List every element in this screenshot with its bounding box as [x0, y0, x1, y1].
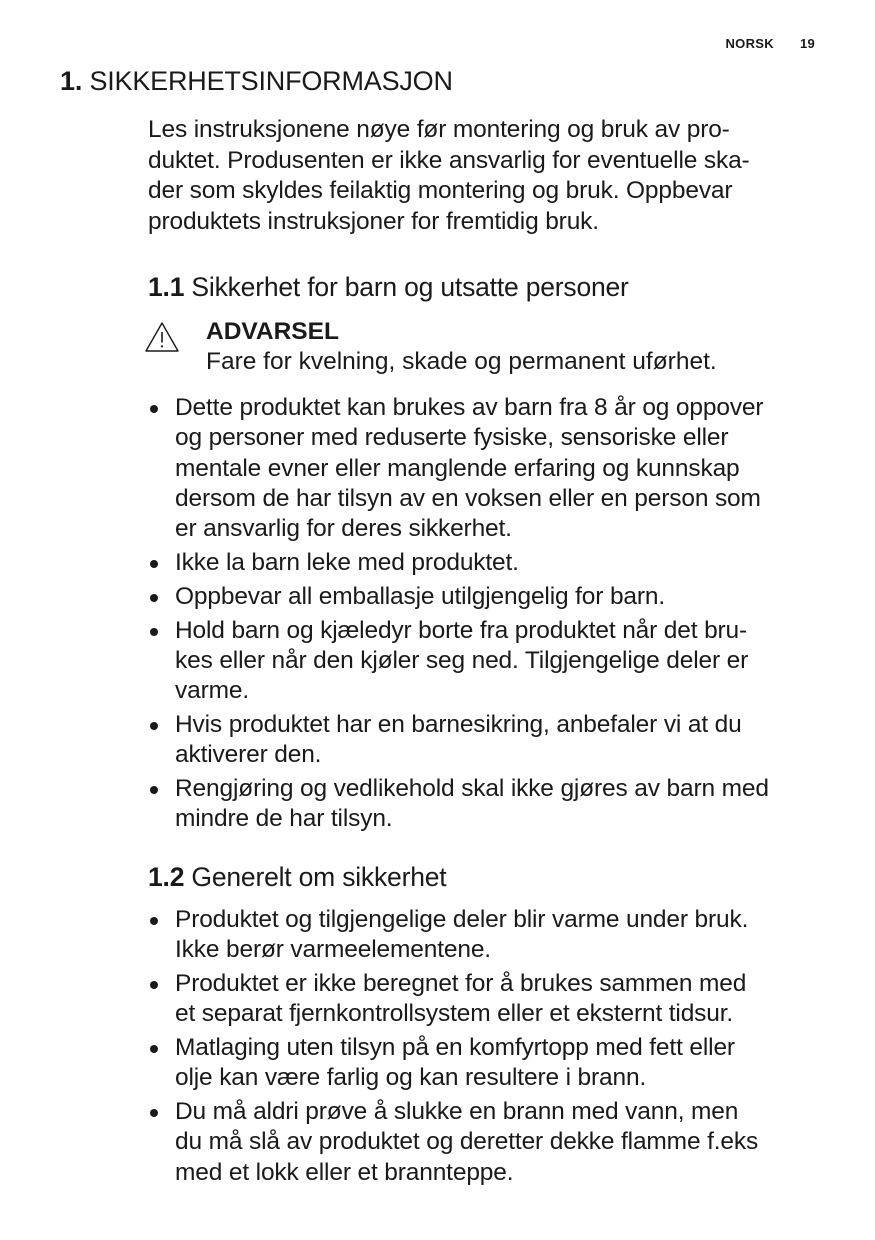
- subsection-title: Generelt om sikkerhet: [191, 861, 447, 892]
- general-safety-list: [148, 905, 828, 1188]
- subsection-number: 1.1: [148, 272, 185, 302]
- list-item-line: dersom de har tilsyn av en voksen eller en person som: [175, 484, 761, 512]
- intro-line: produktets instruksjoner for fremtidig bruk.: [148, 207, 599, 235]
- list-item-line: et separat fjernkontrollsystem eller et eksternt tidsur.: [175, 1000, 734, 1028]
- list-item-line: kes eller når den kjøler seg ned. Tilgjengelige deler er: [175, 646, 749, 674]
- child-safety-list: [148, 393, 828, 835]
- intro-line: der som skyldes feilaktig montering og bruk. Oppbevar: [148, 177, 733, 204]
- list-item-line: varme.: [175, 677, 249, 705]
- list-item-line: Hold barn og kjæledyr borte fra produktet når det bru-: [175, 616, 748, 644]
- warning-text: Fare for kvelning, skade og permanent uførhet.: [206, 348, 717, 375]
- section-heading: [60, 64, 453, 98]
- list-item-line: og personer med reduserte fysiske, sensoriske eller: [175, 424, 729, 452]
- list-item-line: Du må aldri prøve å slukke en brann med vann, men: [175, 1097, 739, 1125]
- intro-line: Les instruksjonene nøye før montering og bruk av pro-: [148, 116, 730, 143]
- list-item: [148, 969, 828, 1030]
- list-item-line: olje kan være farlig og kan resultere i brann.: [175, 1064, 647, 1092]
- intro-line: duktet. Produsenten er ikke ansvarlig for eventuelle ska-: [148, 146, 750, 174]
- warning-triangle-icon: [144, 321, 180, 353]
- subsection-heading-1-2: [148, 861, 828, 893]
- list-item: [148, 616, 828, 707]
- list-item-line: Dette produktet kan brukes av barn fra 8 år og oppover: [175, 394, 764, 421]
- page-header: [725, 36, 815, 51]
- list-item-line: Produktet er ikke beregnet for å brukes sammen med: [175, 969, 747, 997]
- warning-block: [148, 317, 828, 377]
- list-item-line: Produktet og tilgjengelige deler blir varme under bruk.: [175, 905, 749, 933]
- list-item-line: Ikke berør varmeelementene.: [175, 935, 491, 963]
- list-item: [148, 393, 828, 544]
- list-item: [148, 548, 828, 578]
- list-item-line: aktiverer den.: [175, 741, 322, 769]
- list-item: [148, 1033, 828, 1094]
- list-item-line: mentale evner eller manglende erfaring og kunnskap: [175, 454, 740, 482]
- list-item: [148, 710, 828, 771]
- subsection-heading-1-1: [148, 271, 828, 303]
- intro-paragraph: [148, 115, 828, 237]
- list-item: [148, 1097, 828, 1188]
- list-item: [148, 582, 828, 612]
- list-item-line: er ansvarlig for deres sikkerhet.: [175, 515, 512, 543]
- list-item-line: med et lokk eller et brannteppe.: [175, 1158, 514, 1186]
- section-number: 1.: [60, 66, 83, 96]
- subsection-number: 1.2: [148, 861, 185, 892]
- subsection-title: Sikkerhet for barn og utsatte personer: [191, 272, 629, 302]
- main-content: [148, 115, 828, 1191]
- page-number: 19: [799, 36, 815, 51]
- list-item-line: Rengjøring og vedlikehold skal ikke gjøres av barn med: [175, 775, 769, 803]
- warning-title: ADVARSEL: [206, 318, 339, 345]
- list-item: [148, 905, 828, 966]
- list-item-line: Hvis produktet har en barnesikring, anbefaler vi at du: [175, 710, 742, 738]
- list-item-line: Matlaging uten tilsyn på en komfyrtopp med fett eller: [175, 1033, 735, 1061]
- section-title: SIKKERHETSINFORMASJON: [89, 66, 453, 96]
- list-item-line: mindre de har tilsyn.: [175, 805, 393, 833]
- language-label: NORSK: [725, 36, 774, 51]
- list-item-line: du må slå av produktet og deretter dekke flamme f.eks: [175, 1128, 759, 1156]
- list-item: [148, 774, 828, 835]
- list-item-line: Oppbevar all emballasje utilgjengelig for barn.: [175, 582, 666, 610]
- list-item-line: Ikke la barn leke med produktet.: [175, 548, 519, 576]
